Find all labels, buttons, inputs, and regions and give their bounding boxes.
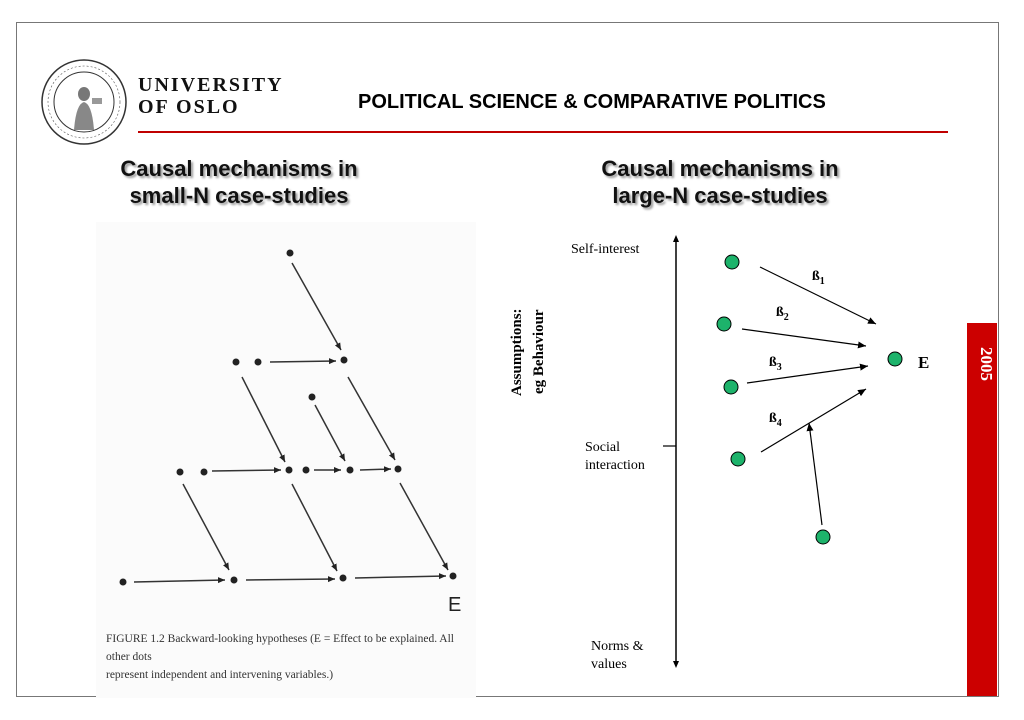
university-name-line2: OF OSLO (138, 96, 240, 118)
moderator-arrow (809, 423, 822, 525)
beta-symbol: ß (769, 411, 777, 426)
axis-bottom-label-line1: Norms & (591, 639, 644, 654)
university-name-line1: UNIVERSITY (138, 74, 284, 96)
right-title-line2: large-N case-studies (612, 183, 828, 208)
left-title-line1: Causal mechanisms in (120, 156, 358, 181)
assumptions-axis-title (506, 292, 556, 412)
axis-bottom-label-line2: values (591, 657, 627, 672)
beta1-label (812, 269, 825, 287)
beta4-label (769, 411, 782, 429)
left-title-line2: small-N case-studies (129, 183, 349, 208)
variable-node-1 (725, 255, 739, 269)
beta-index: 4 (776, 417, 782, 429)
beta-symbol: ß (769, 355, 777, 370)
beta-index: 1 (819, 275, 825, 287)
header-title: POLITICAL SCIENCE & COMPARATIVE POLITICS (358, 91, 826, 113)
beta2-label (776, 305, 789, 323)
beta3-label (769, 355, 782, 373)
beta-index: 3 (776, 361, 782, 373)
axis-mid-label-line1: Social (585, 440, 620, 455)
variable-node-4 (731, 452, 745, 466)
axis-top-label: Self-interest (571, 242, 640, 257)
beta-symbol: ß (776, 305, 784, 320)
figure-effect-label: E (448, 594, 462, 616)
beta3-arrow (747, 366, 868, 383)
figure-caption-line2: represent independent and intervening variables.) (106, 669, 334, 681)
axis-title-line1: Assumptions: (509, 308, 525, 396)
axis-mid-label-line2: interaction (585, 458, 645, 473)
variable-node-2 (717, 317, 731, 331)
effect-node (888, 352, 902, 366)
beta-symbol: ß (812, 269, 820, 284)
beta-index: 2 (783, 311, 789, 323)
axis-title-line2: eg Behaviour (531, 309, 547, 395)
axis-top-arrowhead (673, 235, 679, 242)
moderator-node (816, 530, 830, 544)
axis-bottom-arrowhead (673, 661, 679, 668)
year-label: 2005 (977, 347, 996, 381)
beta2-arrow (742, 329, 866, 346)
axis-mid-label (585, 439, 645, 475)
variable-node-3 (724, 380, 738, 394)
effect-label: E (918, 353, 930, 372)
right-title-line1: Causal mechanisms in (601, 156, 839, 181)
axis-bottom-label (591, 638, 644, 674)
figure-caption-line1: FIGURE 1.2 Backward-looking hypotheses (E = Effect to be explained. All other dots (106, 633, 455, 663)
